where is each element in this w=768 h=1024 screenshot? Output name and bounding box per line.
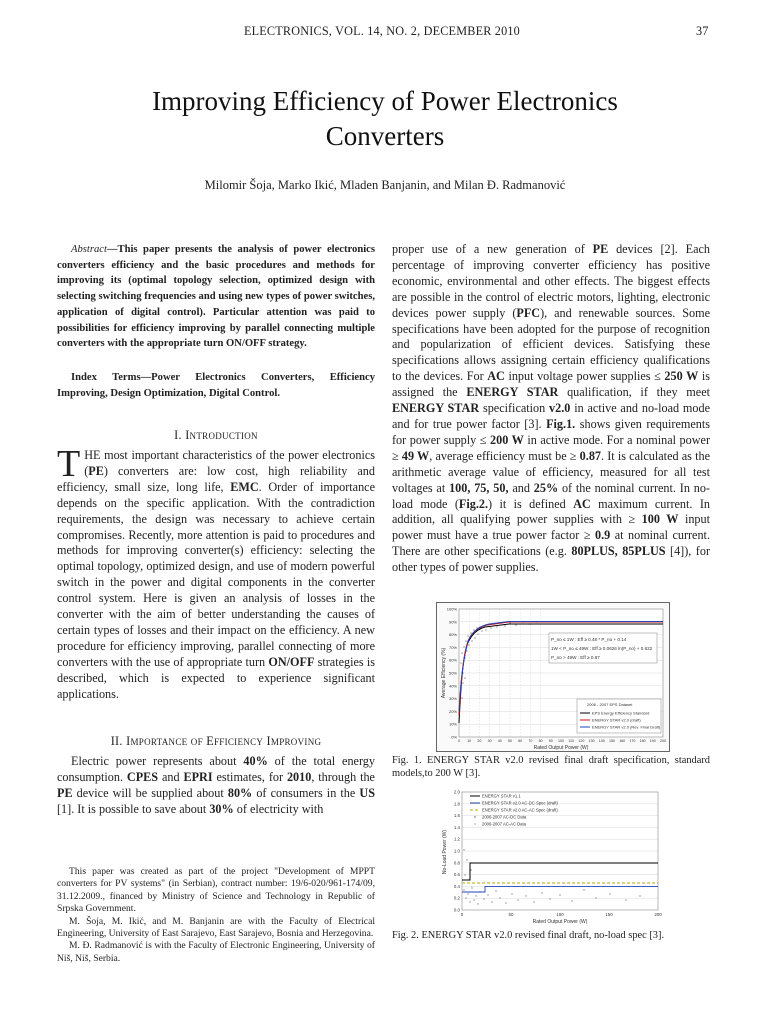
rc-text: is assigned the xyxy=(392,369,710,400)
fig1-y-axis-label: Average Efficiency (%) xyxy=(441,647,447,699)
figure-1-caption: Fig. 1. ENERGY STAR v2.0 revised final draft specification, standard models,to 200 W [3]. xyxy=(392,755,710,779)
fig2-x-ticks xyxy=(461,912,662,917)
fig1-legend-item: ENERGY STAR v2.0 (Rev. Final Draft) xyxy=(592,724,661,730)
abstract xyxy=(57,242,375,352)
fig1-xticks-label: 20 xyxy=(477,739,482,743)
index-terms xyxy=(57,370,375,401)
rc-bold: 0.87 xyxy=(579,448,601,463)
fig1-yticks-label: 20% xyxy=(448,708,457,714)
fig1-yticks-label: 50% xyxy=(448,670,457,676)
figure-1-efficiency-chart xyxy=(436,602,670,752)
intro-text: . Order of importance depends on the specific application. With the contradiction requirements, the design was necessary to achieve certain compromises. Recently, more attention is paid to procedures and methods for improving converter(s) efficiency: selecting the optimal topology, optimized design, and use of modern powerful switch in the power and digital components in the converter control system. Here is given an analysis of losses in the converter with the aim of better understanding the causes of certain types of losses and their impact on the efficiency. A new procedure for efficiency improving, parallel connecting of more converters with the use of appropriate turn xyxy=(57,479,375,669)
fig2-legend-item: 2006-2007 AC-DC Data xyxy=(482,814,527,820)
rc-bold: ENERGY STAR xyxy=(466,385,559,400)
figure-2-svg xyxy=(440,790,664,924)
s2-bold: 30% xyxy=(209,801,234,816)
fig2-yticks-label: 1.4 xyxy=(453,824,460,830)
s2-text: and xyxy=(158,769,184,784)
rc-bold: AC xyxy=(487,369,505,384)
fig2-yticks-label: 0.2 xyxy=(453,895,460,901)
intro-bold: ON/OFF xyxy=(268,654,315,669)
rc-text: at nominal current. There are other specifications (e.g. xyxy=(392,528,710,559)
rc-bold: PE xyxy=(592,242,609,256)
section-heading-efficiency xyxy=(57,734,375,749)
fig2-y-axis-label: No-Load Power (W) xyxy=(442,829,448,875)
right-column-body xyxy=(392,242,710,576)
intro-bold: EMC xyxy=(230,479,259,494)
fig2-yticks-label: 0.8 xyxy=(453,860,460,866)
rc-bold: Fig.1. xyxy=(546,416,576,431)
fig2-legend-item: ENERGY STAR v2.0 AC-DC Spec (draft) xyxy=(482,800,558,806)
s2-text: device will be supplied about xyxy=(72,785,228,800)
fig1-legend-title: 2006 - 2007 EPS Dataset xyxy=(587,702,633,707)
fig2-yticks-label: 2.0 xyxy=(453,790,460,795)
fig2-yticks-label: 0.0 xyxy=(453,907,460,913)
running-header: ELECTRONICS, VOL. 14, NO. 2, DECEMBER 2010 xyxy=(244,24,520,38)
abstract-label: Abstract xyxy=(71,244,107,255)
rc-text: [4]), for other types of power supplies. xyxy=(392,544,711,575)
s2-text: , through the xyxy=(311,769,375,784)
rc-bold: PFC xyxy=(516,305,541,320)
fig1-yticks-label: 10% xyxy=(448,721,457,727)
s2-bold: 80% xyxy=(227,785,253,800)
rc-text: devices [2]. Each percentage of improving converter efficiency has positive economic, environmental and other effects. The biggest effects are possible in the control of electric motors, lighting, electronic devices power supply ( xyxy=(392,242,710,320)
rc-text: maximum current. In addition, all qualifying power supplies with ≥ xyxy=(392,496,710,527)
fig1-xticks-label: 180 xyxy=(639,739,646,743)
fig1-x-ticks xyxy=(458,739,666,743)
fig1-xticks-label: 100 xyxy=(558,739,564,743)
fig2-legend-swatch xyxy=(474,816,476,818)
rc-bold: 25% xyxy=(533,480,559,495)
rc-bold: Fig.2. xyxy=(458,496,489,511)
rc-text: shows given requirements for power supply ≤ xyxy=(392,416,710,447)
fig1-formula-2: 1W < P_no ≤ 49W : Eff ≥ 0.0626 ln(P_no) + 0.622 xyxy=(551,646,653,651)
fig2-xticks-label: 0 xyxy=(460,912,464,917)
fig1-yticks-label: 30% xyxy=(448,696,457,702)
fig2-xticks-label: 100 xyxy=(556,912,564,917)
section2-body xyxy=(57,754,375,818)
rc-text: . It is calculated as the arithmetic average value of efficiency, measured for all test voltages at xyxy=(392,448,710,495)
fig1-xticks-label: 140 xyxy=(598,739,605,743)
rc-text: specification xyxy=(479,401,550,416)
s2-bold: CPES xyxy=(126,769,159,784)
rc-text: ) it is defined xyxy=(488,496,574,511)
figure-2-caption: Fig. 2. ENERGY STAR v2.0 revised final draft, no-load spec [3]. xyxy=(392,930,665,941)
rc-bold: 49 W xyxy=(401,448,430,463)
s2-text: of consumers in the xyxy=(252,785,360,800)
rc-text: qualification, if they meet xyxy=(558,385,710,400)
rc-bold: 200 W xyxy=(490,432,524,447)
fig1-xticks-label: 200 xyxy=(660,739,666,743)
s2-text: of the total energy consumption. xyxy=(57,754,375,784)
fig1-xticks-label: 190 xyxy=(649,739,656,743)
fig1-xticks-label: 160 xyxy=(619,739,626,743)
section-heading-introduction xyxy=(57,428,375,443)
fig1-xticks-label: 170 xyxy=(629,739,636,743)
rc-bold: 100 W xyxy=(641,512,679,527)
figure-2-noload-chart xyxy=(440,790,664,924)
fig2-xticks-label: 50 xyxy=(508,912,514,917)
s2-text: [1]. It is possible to save about xyxy=(57,801,210,816)
fig1-yticks-label: 90% xyxy=(448,619,457,625)
section-title: Importance of Efficiency Improving xyxy=(126,734,322,748)
fig1-yticks-label: 80% xyxy=(448,632,457,638)
rc-text: in active and no-load mode and for true power factor [3]. xyxy=(392,401,710,431)
rc-bold: 80PLUS, 85PLUS xyxy=(571,544,666,559)
fig1-xticks-label: 110 xyxy=(568,739,575,743)
fig1-xticks-label: 80 xyxy=(538,739,543,743)
rc-text: of the nominal current. In no-load mode ( xyxy=(392,480,710,511)
fig2-y-ticks xyxy=(454,790,461,913)
s2-bold: 40% xyxy=(243,754,268,768)
footnote-funding: This paper was created as part of the project "Development of MPPT converters for PV systems" (in Serbian), contract number: 19/6-020/961-174/09, 31.12.2009., financed by Ministry of Science and Technology in Republic of Srpska Government. xyxy=(57,866,375,915)
fig1-legend-item: EPS Energy Efficiency Standard xyxy=(592,710,650,716)
s2-bold: EPRI xyxy=(183,769,213,784)
intro-bold: PE xyxy=(88,463,104,478)
fig1-xticks-label: 150 xyxy=(609,739,615,743)
fig2-x-axis-label: Rated Output Power (W) xyxy=(532,919,588,924)
footnote-affiliation-2: M. Đ. Radmanović is with the Faculty of Electronic Engineering, University of Niš, Niš, Serbia. xyxy=(57,940,375,964)
rc-bold: 0.9 xyxy=(595,528,611,543)
rc-bold: AC xyxy=(573,496,591,511)
figure-1-svg xyxy=(437,603,669,751)
intro-text: strategies is described, which is expected to experience significant applications. xyxy=(57,654,375,701)
rc-text: input voltage power supplies ≤ xyxy=(504,369,665,384)
fig1-xticks-label: 70 xyxy=(528,739,533,743)
fig1-yticks-label: 100% xyxy=(446,606,457,612)
fig2-xticks-label: 150 xyxy=(605,912,613,917)
rc-text: in active mode. For a nominal power ≥ xyxy=(392,432,711,463)
rc-text: ), and renewable sources. Some specifications have been adopted for the purpose of recognition and popularization of efficient devices. Satisfying these specifications allows assigning certain efficiency qualifications to the devices. For xyxy=(392,305,710,384)
author-list: Milomir Šoja, Marko Ikić, Mladen Banjanin, and Milan Đ. Radmanović xyxy=(204,178,566,192)
s2-bold: US xyxy=(359,785,375,800)
section-number: II. xyxy=(110,734,123,748)
fig1-yticks-label: 0% xyxy=(451,734,457,740)
fig1-xticks-label: 130 xyxy=(588,739,595,743)
fig2-legend-item: 2006-2007 AC-AC Data xyxy=(482,821,526,827)
fig1-xticks-label: 30 xyxy=(487,739,492,743)
paper-title: Improving Efficiency of Power Electronics Converters xyxy=(152,86,618,151)
page-number: 37 xyxy=(696,24,709,38)
fig2-yticks-label: 1.6 xyxy=(453,813,460,819)
intro-text: ) converters are: low cost, high reliability and efficiency, small size, long life, xyxy=(57,463,375,494)
fig1-legend-item: ENERGY STAR v2.0 (draft) xyxy=(592,717,641,723)
fig1-xticks-label: 50 xyxy=(508,739,512,743)
fig1-yticks-label: 40% xyxy=(448,683,457,689)
fig2-yticks-label: 0.6 xyxy=(453,872,460,878)
section-number: I. xyxy=(174,428,182,442)
s2-text: of electricity with xyxy=(233,801,324,816)
fig1-yticks-label: 70% xyxy=(448,644,457,650)
fig1-formula-3: P_no > 49W : Eff ≥ 0.87 xyxy=(551,655,600,660)
section-title: Introduction xyxy=(185,428,258,442)
rc-bold: 250 W xyxy=(664,369,699,384)
fig1-xticks-label: 120 xyxy=(578,739,585,743)
rc-bold: ENERGY STAR xyxy=(392,401,480,416)
rc-bold: v2.0 xyxy=(549,401,571,416)
footnote-affiliation-1: M. Šoja, M. Ikić, and M. Banjanin are with the Faculty of Electrical Engineering, University of East Sarajevo, East Sarajevo, Bosnia and Herzegovina. xyxy=(57,915,375,940)
fig2-yticks-label: 1.2 xyxy=(453,836,460,842)
footnotes xyxy=(57,866,375,965)
rc-text: input power must have a true power factor ≥ xyxy=(392,512,711,543)
fig1-xticks-label: 40 xyxy=(497,739,502,743)
rc-bold: 100, 75, 50, xyxy=(449,480,509,495)
abstract-text: —This paper presents the analysis of power electronics converters efficiency and the basic procedures and methods for improving its (optimal topology selection, optimized design with selecting switching frequencies and using new types of power switches, application of digital control). Particular attention was paid to possibilities for efficiency improving by parallel connecting multiple converters with the appropriate turn ON/OFF strategy. xyxy=(57,244,375,350)
fig2-legend-item: ENERGY STAR v1.1 xyxy=(482,793,521,799)
fig1-xticks-label: 10 xyxy=(467,739,472,743)
fig2-yticks-label: 1.0 xyxy=(453,848,460,854)
index-terms-text: —Power Electronics Converters, Efficiency Improving, Design Optimization, Digital Control. xyxy=(57,372,375,399)
fig1-yticks-label: 60% xyxy=(448,657,457,663)
fig2-yticks-label: 0.4 xyxy=(453,883,460,889)
fig2-xticks-label: 200 xyxy=(654,912,662,917)
index-terms-label: Index Terms xyxy=(71,372,141,383)
fig2-legend-swatch xyxy=(474,823,476,825)
intro-text: HE most important characteristics of the power electronics ( xyxy=(84,448,375,478)
fig1-xticks-label: 90 xyxy=(548,739,553,743)
s2-text: estimates, for xyxy=(212,769,287,784)
s2-text: Electric power represents about xyxy=(71,754,244,768)
rc-text: proper use of a new generation of xyxy=(392,242,593,256)
fig1-x-axis-label: Rated Output Power (W) xyxy=(533,745,589,751)
rc-text: , average efficiency must be ≥ xyxy=(429,448,580,463)
rc-text: and xyxy=(508,480,534,495)
fig1-xticks-label: 0 xyxy=(458,739,460,743)
s2-bold: PE xyxy=(57,785,73,800)
fig1-y-ticks xyxy=(447,607,458,740)
fig1-xticks-label: 60 xyxy=(518,739,523,743)
fig2-legend-item: ENERGY STAR v2.0 AC-AC Spec (draft) xyxy=(482,807,558,813)
s2-bold: 2010 xyxy=(286,769,312,784)
drop-cap: T xyxy=(57,443,81,485)
fig2-yticks-label: 1.8 xyxy=(453,801,460,807)
fig1-formula-1: P_no ≤ 1W : Eff ≥ 0.48 * P_no + 0.14 xyxy=(551,637,627,642)
introduction-body xyxy=(57,443,375,703)
